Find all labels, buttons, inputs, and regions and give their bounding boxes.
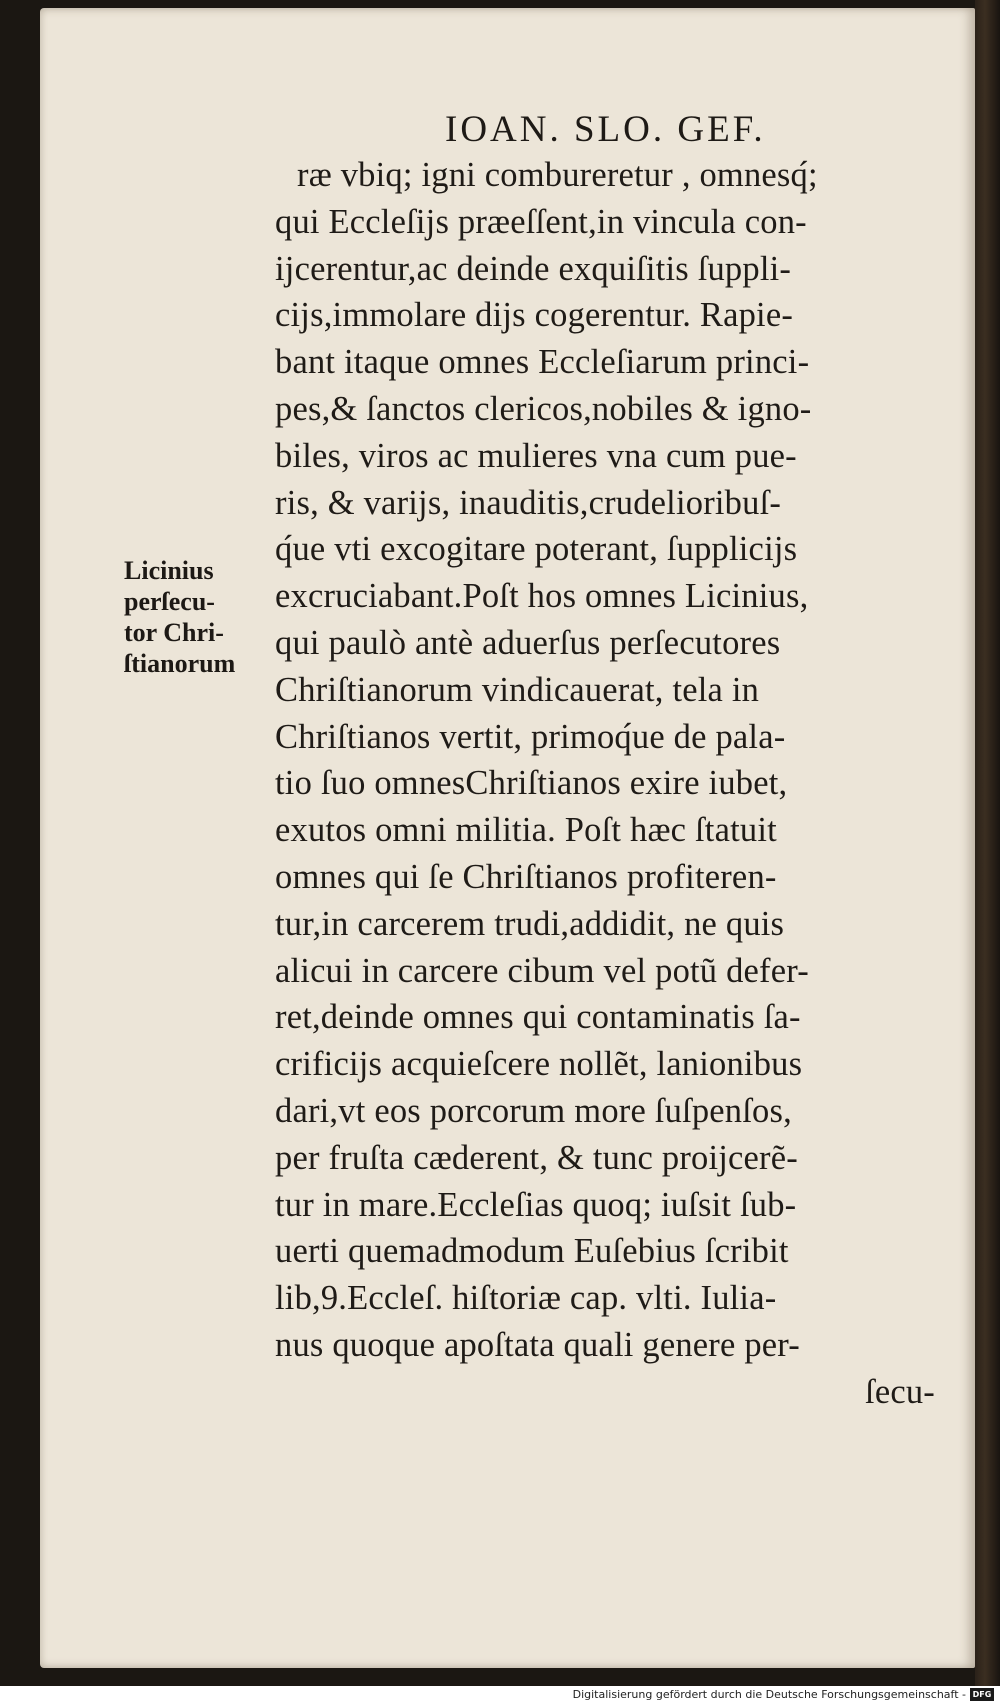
book-edge xyxy=(975,0,1000,1690)
text-line: bant itaque omnes Eccleſiarum princi- xyxy=(275,343,810,382)
text-line: tio ſuo omnesChriſtianos exire iubet, xyxy=(275,764,788,803)
text-line: tur,in carcerem trudi,addidit, ne quis xyxy=(275,904,785,943)
text-line: q́ue vti excogitare poterant, ſupplicijs xyxy=(275,530,798,569)
text-line: pes,& ſanctos clericos,nobiles & igno- xyxy=(275,389,812,428)
text-line: exutos omni militia. Poſt hæc ſtatuit xyxy=(275,811,777,850)
text-line: biles, viros ac mulieres vna cum pue- xyxy=(275,436,797,475)
text-line: tur in mare.Eccleſias quoq; iuſsit ſub- xyxy=(275,1185,797,1224)
text-line: qui paulò antè aduerſus perſecutores xyxy=(275,623,781,662)
catchword: ſecu- xyxy=(865,1372,935,1411)
text-line: per fruſta cæderent, & tunc proijcerẽ- xyxy=(275,1138,798,1177)
body-text xyxy=(275,152,965,1416)
margin-note-line: perſecu- xyxy=(124,587,215,616)
dfg-logo: DFG xyxy=(970,1688,994,1701)
margin-note-line: tor Chri- xyxy=(124,618,224,647)
text-line: Chriſtianos vertit, primoq́ue de pala- xyxy=(275,717,786,756)
margin-note xyxy=(124,555,284,679)
text-line: ræ vbiq; igni combureretur , omnesq́; xyxy=(297,156,818,194)
text-line: omnes qui ſe Chriſtianos profiteren- xyxy=(275,857,777,896)
text-line: alicui in carcere cibum vel potũ defer- xyxy=(275,951,809,990)
text-line: cijs,immolare dijs cogerentur. Rapie- xyxy=(275,296,794,335)
text-line: crificijs acquieſcere nollẽt, lanionibus xyxy=(275,1045,803,1084)
margin-note-line: ſtianorum xyxy=(124,649,236,678)
text-line: nus quoque apoſtata quali genere per- xyxy=(275,1325,800,1364)
text-line: ris, & varijs, inauditis,crudelioribuſ- xyxy=(275,483,782,522)
margin-note-line: Licinius xyxy=(124,556,214,585)
text-line: dari,vt eos porcorum more ſuſpenſos, xyxy=(275,1091,792,1130)
text-line: ijcerentur,ac deinde exquiſitis ſuppli- xyxy=(275,249,792,288)
text-line: lib,9.Eccleſ. hiſtoriæ cap. vlti. Iulia- xyxy=(275,1279,777,1318)
text-line: ret,deinde omnes qui contaminatis ſa- xyxy=(275,998,801,1037)
text-line: qui Eccleſijs præeſſent,in vincula con- xyxy=(275,202,807,241)
digitization-credit: Digitalisierung gefördert durch die Deutsche Forschungsgemeinschaft - xyxy=(572,1688,966,1701)
running-header: IOAN. SLO. GEF. xyxy=(445,109,766,150)
text-line: Chriſtianorum vindicauerat, tela in xyxy=(275,670,760,709)
text-line: excruciabant.Poſt hos omnes Licinius, xyxy=(275,577,809,616)
text-line: uerti quemadmodum Euſebius ſcribit xyxy=(275,1232,789,1271)
